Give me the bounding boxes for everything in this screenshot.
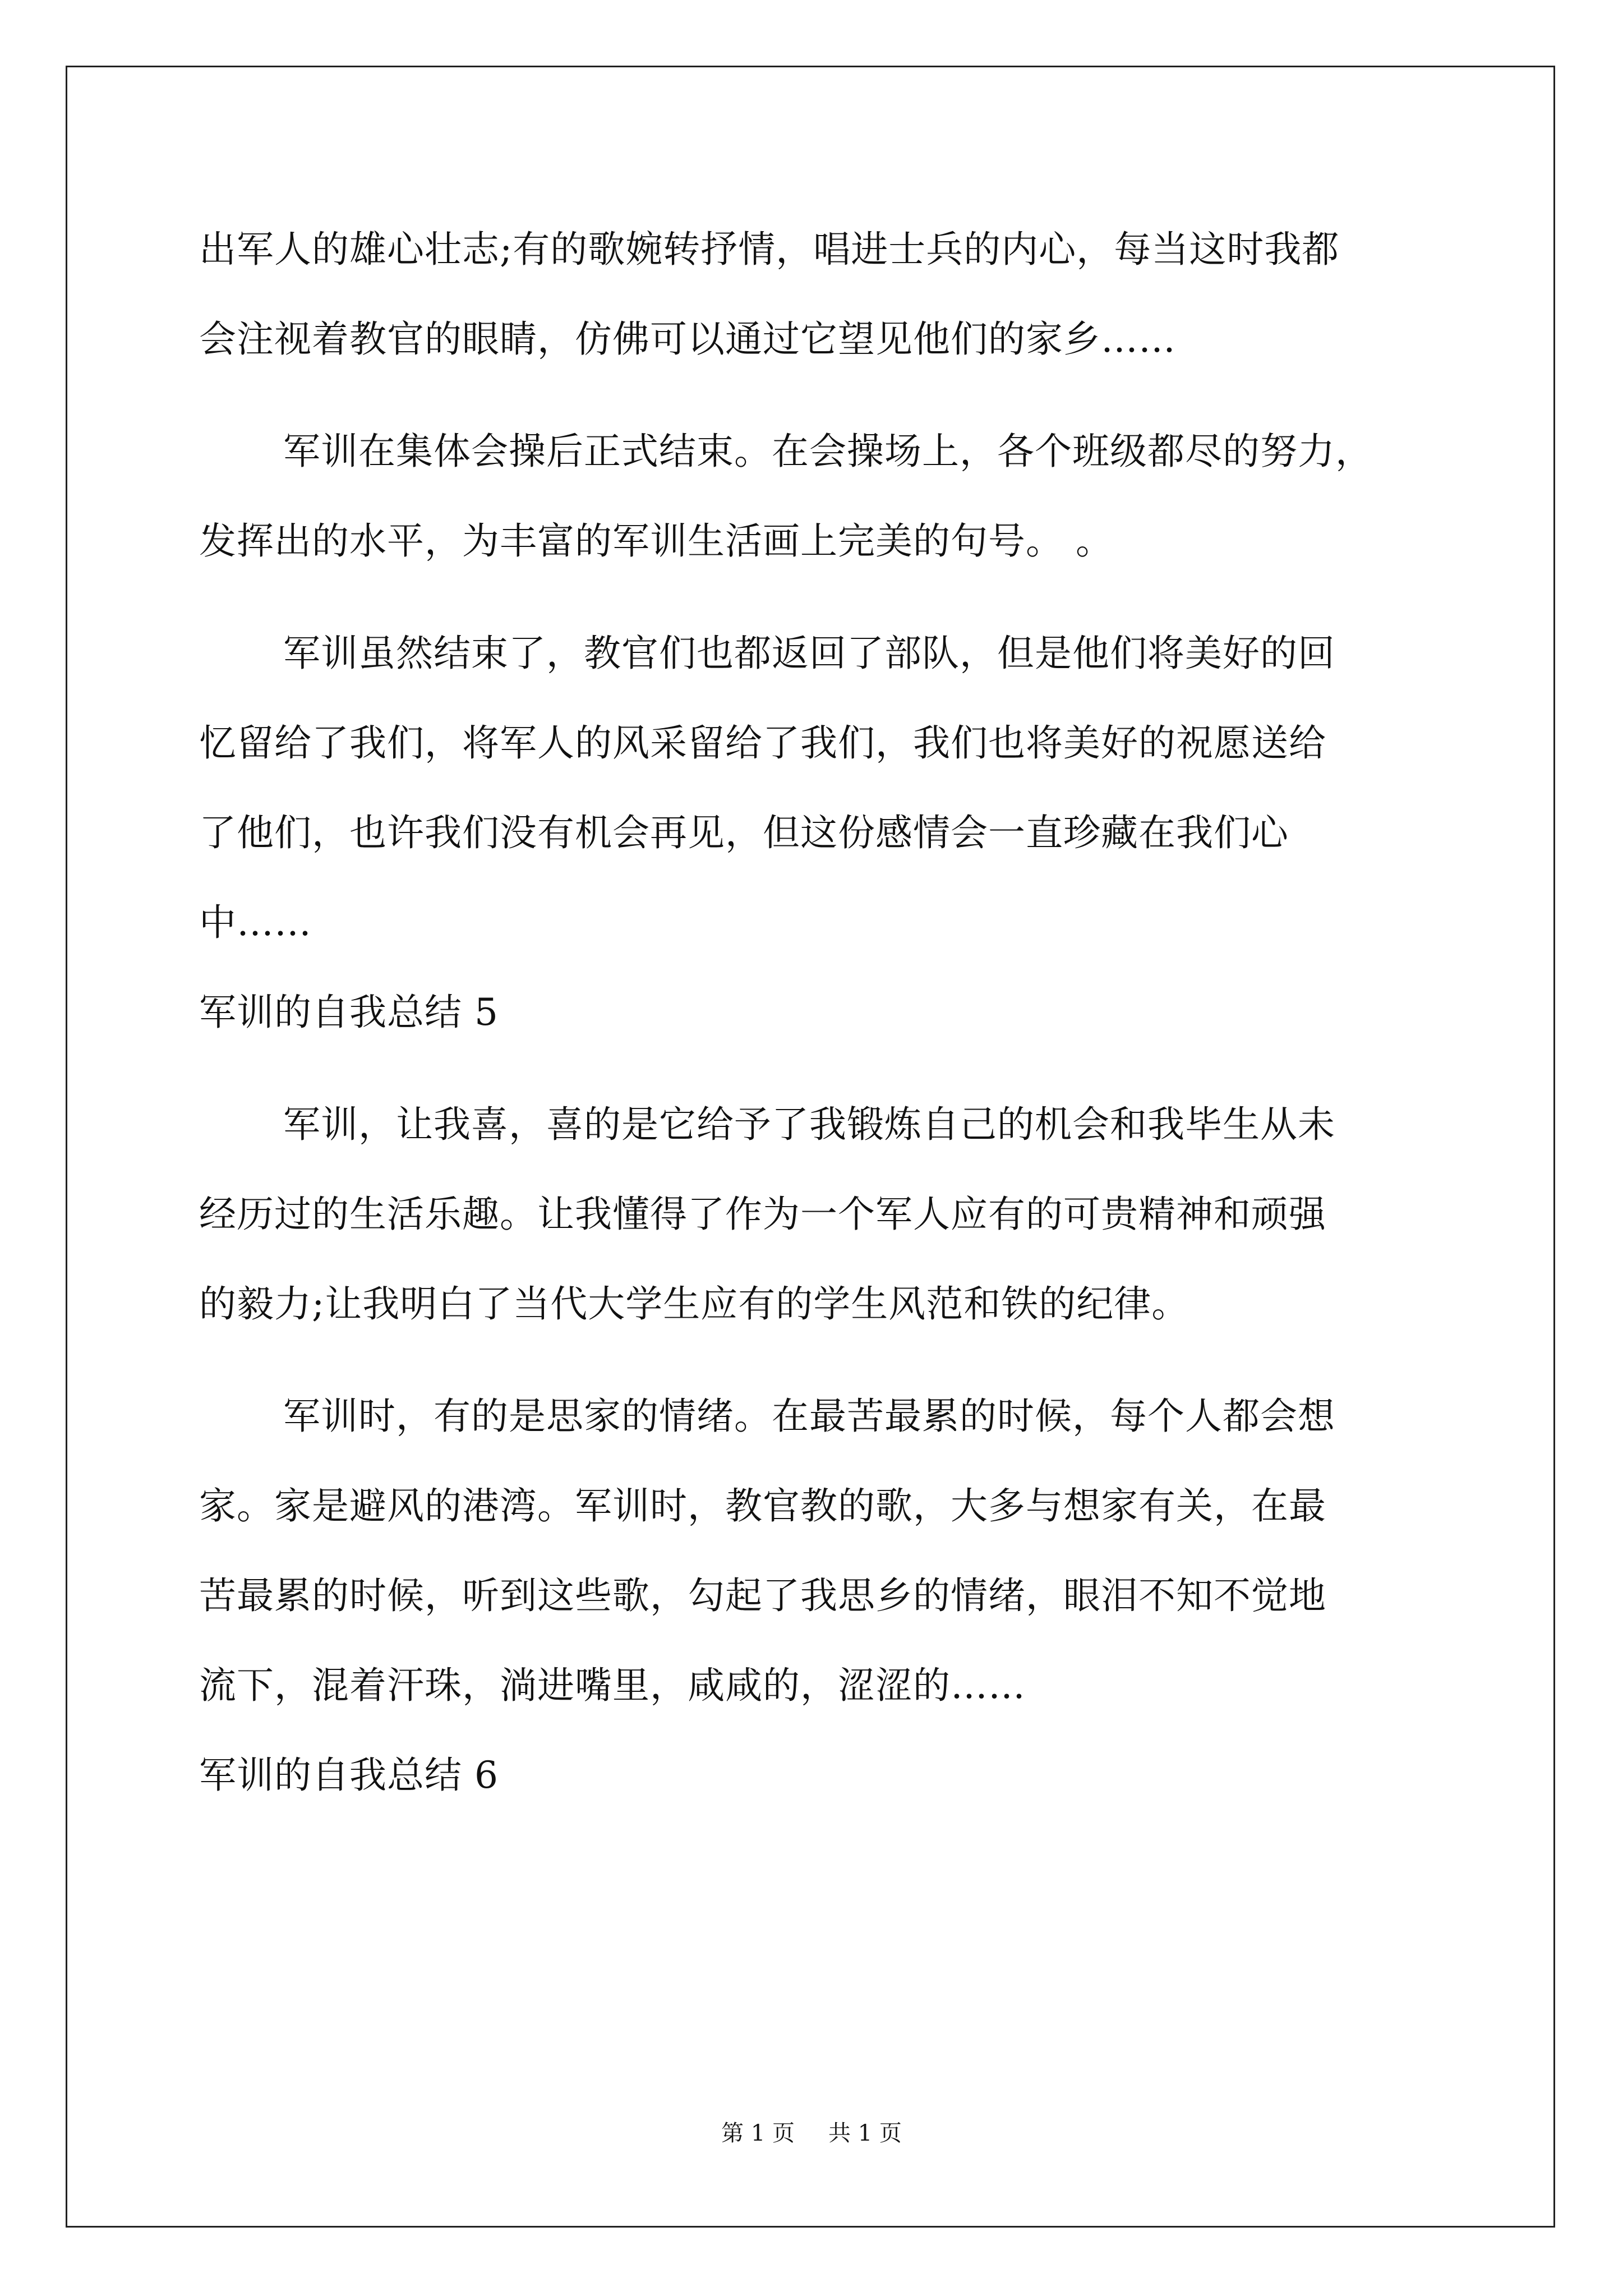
paragraph-start-line: 军训时，有的是思家的情绪。在最苦最累的时候，每个人都会想 bbox=[283, 1395, 1335, 1438]
paragraph-start-line: 军训，让我喜，喜的是它给予了我锻炼自己的机会和我毕生从未 bbox=[283, 1103, 1335, 1146]
body-line: 中…… bbox=[199, 901, 312, 944]
paragraph-start-line: 军训虽然结束了，教官们也都返回了部队，但是他们将美好的回 bbox=[283, 632, 1335, 675]
body-line: 出军人的雄心壮志;有的歌婉转抒情，唱进士兵的内心，每当这时我都 bbox=[199, 228, 1340, 271]
body-line: 的毅力;让我明白了当代大学生应有的学生风范和铁的纪律。 bbox=[199, 1282, 1189, 1326]
section-heading: 军训的自我总结 5 bbox=[199, 991, 499, 1034]
body-line: 忆留给了我们，将军人的风采留给了我们，我们也将美好的祝愿送给 bbox=[199, 721, 1326, 765]
body-line: 经历过的生活乐趣。让我懂得了作为一个军人应有的可贵精神和顽强 bbox=[199, 1193, 1326, 1236]
body-line: 会注视着教官的眼睛，仿佛可以通过它望见他们的家乡…… bbox=[199, 318, 1176, 361]
body-line: 家。家是避风的港湾。军训时，教官教的歌，大多与想家有关，在最 bbox=[199, 1484, 1326, 1527]
page-number: 第 1 页 bbox=[721, 2120, 795, 2146]
paragraph-start-line: 军训在集体会操后正式结束。在会操场上，各个班级都尽的努力， bbox=[283, 430, 1373, 473]
body-line: 苦最累的时候，听到这些歌，勾起了我思乡的情绪，眼泪不知不觉地 bbox=[199, 1574, 1326, 1617]
page-total: 共 1 页 bbox=[828, 2120, 902, 2146]
section-heading: 军训的自我总结 6 bbox=[199, 1754, 499, 1797]
body-line: 发挥出的水平，为丰富的军训生活画上完美的句号。 。 bbox=[199, 519, 1113, 563]
body-line: 了他们，也许我们没有机会再见，但这份感情会一直珍藏在我们心 bbox=[199, 811, 1289, 854]
page-footer bbox=[0, 2119, 1623, 2147]
body-line: 流下，混着汗珠，淌进嘴里，咸咸的，涩涩的…… bbox=[199, 1664, 1026, 1707]
